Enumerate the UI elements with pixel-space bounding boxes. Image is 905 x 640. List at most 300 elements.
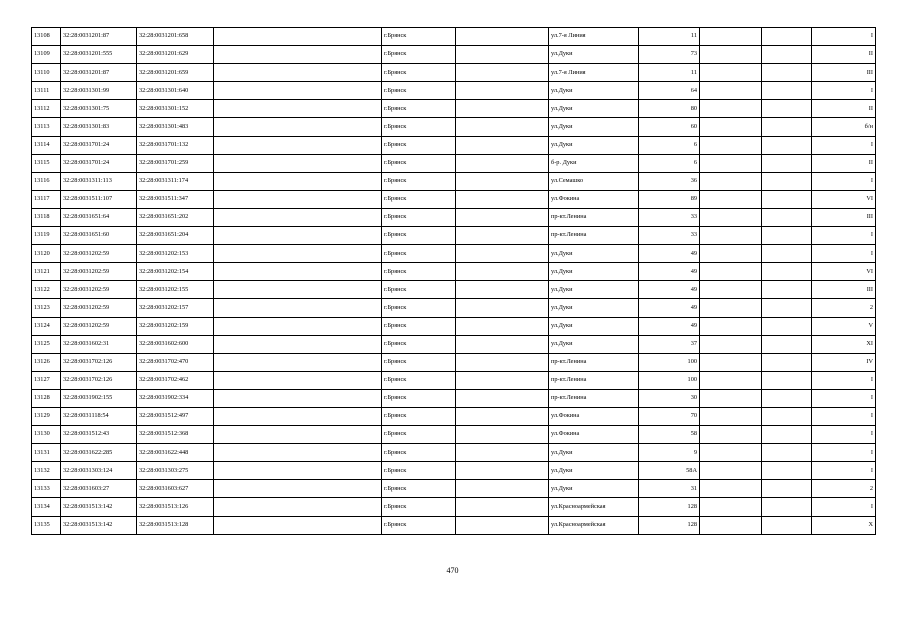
empty-cell [762,299,812,317]
cadastral-number-cell: 32:28:0031311:174 [137,172,214,190]
table-row [32,245,876,263]
cadastral-block-cell: 32:28:0031303:124 [61,462,137,480]
empty-cell [762,208,812,226]
premise-number-cell: I [812,389,876,407]
empty-cell [214,353,382,371]
house-number-cell: 60 [639,118,700,136]
table-row [32,190,876,208]
table-row [32,154,876,172]
row-number-cell: 13129 [32,407,61,425]
house-number-cell: 49 [639,317,700,335]
empty-cell [762,426,812,444]
row-number-cell: 13130 [32,426,61,444]
street-cell: ул.Дуки [549,118,639,136]
row-number-cell: 13121 [32,263,61,281]
city-cell: г.Брянск [382,317,456,335]
cadastral-block-cell: 32:28:0031622:285 [61,444,137,462]
table-row [32,371,876,389]
row-number-cell: 13133 [32,480,61,498]
empty-cell [214,190,382,208]
street-cell: ул.Красноармейская [549,516,639,534]
row-number-cell: 13109 [32,46,61,64]
empty-cell [456,118,549,136]
empty-cell [700,426,762,444]
table-row [32,100,876,118]
empty-cell [762,516,812,534]
premise-number-cell: X [812,516,876,534]
empty-cell [700,136,762,154]
street-cell: ул.Красноармейская [549,498,639,516]
city-cell: г.Брянск [382,263,456,281]
cadastral-number-cell: 32:28:0031602:600 [137,335,214,353]
row-number-cell: 13126 [32,353,61,371]
empty-cell [762,371,812,389]
cadastral-number-cell: 32:28:0031301:483 [137,118,214,136]
city-cell: г.Брянск [382,245,456,263]
cadastral-number-cell: 32:28:0031701:132 [137,136,214,154]
row-number-cell: 13127 [32,371,61,389]
empty-cell [700,353,762,371]
empty-cell [456,263,549,281]
cadastral-block-cell: 32:28:0031513:142 [61,498,137,516]
cadastral-number-cell: 32:28:0031702:470 [137,353,214,371]
cadastral-block-cell: 32:28:0031301:83 [61,118,137,136]
cadastral-block-cell: 32:28:0031511:107 [61,190,137,208]
empty-cell [762,100,812,118]
street-cell: ул.Дуки [549,136,639,154]
table-row [32,407,876,425]
table-row [32,46,876,64]
table-row [32,28,876,46]
street-cell: б-р. Дуки [549,154,639,172]
empty-cell [214,462,382,480]
empty-cell [214,227,382,245]
empty-cell [456,136,549,154]
row-number-cell: 13123 [32,299,61,317]
table-row [32,208,876,226]
table-row [32,462,876,480]
street-cell: ул.Дуки [549,281,639,299]
premise-number-cell: XI [812,335,876,353]
house-number-cell: 6 [639,154,700,172]
cadastral-block-cell: 32:28:0031701:24 [61,136,137,154]
city-cell: г.Брянск [382,82,456,100]
premise-number-cell: III [812,64,876,82]
city-cell: г.Брянск [382,371,456,389]
city-cell: г.Брянск [382,480,456,498]
street-cell: ул.Дуки [549,245,639,263]
empty-cell [214,317,382,335]
empty-cell [214,389,382,407]
premise-number-cell: I [812,28,876,46]
empty-cell [456,208,549,226]
cadastral-number-cell: 32:28:0031202:159 [137,317,214,335]
empty-cell [700,317,762,335]
empty-cell [762,227,812,245]
house-number-cell: 11 [639,64,700,82]
empty-cell [456,172,549,190]
empty-cell [762,335,812,353]
empty-cell [700,82,762,100]
registry-table [31,27,876,535]
empty-cell [762,172,812,190]
empty-cell [214,118,382,136]
row-number-cell: 13134 [32,498,61,516]
city-cell: г.Брянск [382,281,456,299]
empty-cell [214,335,382,353]
row-number-cell: 13131 [32,444,61,462]
empty-cell [214,46,382,64]
city-cell: г.Брянск [382,136,456,154]
cadastral-block-cell: 32:28:0031201:87 [61,28,137,46]
empty-cell [762,317,812,335]
house-number-cell: 58 [639,426,700,444]
city-cell: г.Брянск [382,100,456,118]
empty-cell [700,190,762,208]
cadastral-number-cell: 32:28:0031202:155 [137,281,214,299]
house-number-cell: 9 [639,444,700,462]
empty-cell [700,498,762,516]
cadastral-block-cell: 32:28:0031651:64 [61,208,137,226]
table-row [32,516,876,534]
house-number-cell: 11 [639,28,700,46]
empty-cell [762,82,812,100]
empty-cell [700,335,762,353]
empty-cell [700,208,762,226]
empty-cell [762,389,812,407]
house-number-cell: 100 [639,371,700,389]
empty-cell [214,498,382,516]
city-cell: г.Брянск [382,444,456,462]
street-cell: ул.Дуки [549,100,639,118]
cadastral-block-cell: 32:28:0031202:59 [61,317,137,335]
empty-cell [214,480,382,498]
empty-cell [456,462,549,480]
empty-cell [456,190,549,208]
cadastral-number-cell: 32:28:0031603:627 [137,480,214,498]
city-cell: г.Брянск [382,426,456,444]
empty-cell [456,299,549,317]
empty-cell [762,64,812,82]
cadastral-number-cell: 32:28:0031202:157 [137,299,214,317]
city-cell: г.Брянск [382,353,456,371]
city-cell: г.Брянск [382,299,456,317]
cadastral-number-cell: 32:28:0031513:128 [137,516,214,534]
row-number-cell: 13128 [32,389,61,407]
city-cell: г.Брянск [382,154,456,172]
empty-cell [700,172,762,190]
empty-cell [214,208,382,226]
table-row [32,389,876,407]
empty-cell [762,407,812,425]
premise-number-cell: II [812,46,876,64]
empty-cell [214,371,382,389]
empty-cell [762,281,812,299]
street-cell: ул.7-я Линия [549,64,639,82]
cadastral-number-cell: 32:28:0031201:659 [137,64,214,82]
row-number-cell: 13108 [32,28,61,46]
street-cell: ул.Фокина [549,407,639,425]
table-row [32,82,876,100]
house-number-cell: 73 [639,46,700,64]
table-row [32,353,876,371]
premise-number-cell: б/н [812,118,876,136]
house-number-cell: 30 [639,389,700,407]
street-cell: ул.Дуки [549,82,639,100]
house-number-cell: 49 [639,263,700,281]
cadastral-block-cell: 32:28:0031301:99 [61,82,137,100]
premise-number-cell: III [812,208,876,226]
premise-number-cell: I [812,245,876,263]
street-cell: ул.Дуки [549,444,639,462]
row-number-cell: 13117 [32,190,61,208]
empty-cell [456,317,549,335]
cadastral-block-cell: 32:28:0031702:126 [61,353,137,371]
empty-cell [214,154,382,172]
empty-cell [700,462,762,480]
cadastral-number-cell: 32:28:0031301:640 [137,82,214,100]
table-row [32,498,876,516]
row-number-cell: 13112 [32,100,61,118]
empty-cell [456,498,549,516]
city-cell: г.Брянск [382,172,456,190]
house-number-cell: 128 [639,516,700,534]
premise-number-cell: I [812,371,876,389]
row-number-cell: 13125 [32,335,61,353]
table-row [32,426,876,444]
street-cell: пр-кт.Ленина [549,389,639,407]
cadastral-number-cell: 32:28:0031511:347 [137,190,214,208]
city-cell: г.Брянск [382,28,456,46]
empty-cell [700,407,762,425]
cadastral-block-cell: 32:28:0031513:142 [61,516,137,534]
house-number-cell: 64 [639,82,700,100]
empty-cell [214,281,382,299]
row-number-cell: 13119 [32,227,61,245]
street-cell: ул.Дуки [549,480,639,498]
row-number-cell: 13114 [32,136,61,154]
row-number-cell: 13118 [32,208,61,226]
street-cell: ул.Фокина [549,426,639,444]
empty-cell [214,245,382,263]
row-number-cell: 13116 [32,172,61,190]
table-row [32,263,876,281]
empty-cell [456,245,549,263]
empty-cell [762,154,812,172]
empty-cell [214,100,382,118]
street-cell: ул.Семашко [549,172,639,190]
cadastral-number-cell: 32:28:0031902:334 [137,389,214,407]
cadastral-block-cell: 32:28:0031201:555 [61,46,137,64]
cadastral-block-cell: 32:28:0031311:113 [61,172,137,190]
empty-cell [762,190,812,208]
street-cell: пр-кт.Ленина [549,353,639,371]
empty-cell [762,245,812,263]
house-number-cell: 80 [639,100,700,118]
house-number-cell: 49 [639,281,700,299]
empty-cell [214,64,382,82]
empty-cell [700,263,762,281]
street-cell: ул.Дуки [549,263,639,281]
cadastral-number-cell: 32:28:0031201:629 [137,46,214,64]
city-cell: г.Брянск [382,227,456,245]
premise-number-cell: VI [812,190,876,208]
street-cell: пр-кт.Ленина [549,208,639,226]
table-row [32,299,876,317]
house-number-cell: 37 [639,335,700,353]
empty-cell [762,353,812,371]
city-cell: г.Брянск [382,118,456,136]
city-cell: г.Брянск [382,389,456,407]
house-number-cell: 33 [639,208,700,226]
cadastral-number-cell: 32:28:0031202:154 [137,263,214,281]
cadastral-block-cell: 32:28:0031118:54 [61,407,137,425]
table-row [32,444,876,462]
row-number-cell: 13122 [32,281,61,299]
empty-cell [456,480,549,498]
empty-cell [456,444,549,462]
city-cell: г.Брянск [382,190,456,208]
city-cell: г.Брянск [382,462,456,480]
house-number-cell: 58А [639,462,700,480]
empty-cell [456,100,549,118]
street-cell: ул.Дуки [549,46,639,64]
empty-cell [700,245,762,263]
empty-cell [700,299,762,317]
empty-cell [214,516,382,534]
table-row [32,335,876,353]
premise-number-cell: I [812,82,876,100]
city-cell: г.Брянск [382,64,456,82]
cadastral-block-cell: 32:28:0031701:24 [61,154,137,172]
premise-number-cell: II [812,100,876,118]
table-row [32,227,876,245]
house-number-cell: 49 [639,245,700,263]
empty-cell [762,498,812,516]
row-number-cell: 13120 [32,245,61,263]
empty-cell [762,480,812,498]
empty-cell [456,82,549,100]
table-row [32,172,876,190]
cadastral-number-cell: 32:28:0031701:259 [137,154,214,172]
empty-cell [700,281,762,299]
empty-cell [456,335,549,353]
row-number-cell: 13111 [32,82,61,100]
cadastral-number-cell: 32:28:0031201:658 [137,28,214,46]
empty-cell [700,154,762,172]
empty-cell [456,28,549,46]
empty-cell [700,389,762,407]
street-cell: ул.Фокина [549,190,639,208]
premise-number-cell: V [812,317,876,335]
city-cell: г.Брянск [382,516,456,534]
premise-number-cell: I [812,407,876,425]
empty-cell [700,100,762,118]
cadastral-number-cell: 32:28:0031513:126 [137,498,214,516]
empty-cell [456,281,549,299]
street-cell: ул.Дуки [549,299,639,317]
premise-number-cell: 2 [812,480,876,498]
empty-cell [700,64,762,82]
empty-cell [214,263,382,281]
row-number-cell: 13110 [32,64,61,82]
empty-cell [762,136,812,154]
empty-cell [214,82,382,100]
city-cell: г.Брянск [382,407,456,425]
cadastral-block-cell: 32:28:0031702:126 [61,371,137,389]
row-number-cell: 13132 [32,462,61,480]
row-number-cell: 13115 [32,154,61,172]
cadastral-block-cell: 32:28:0031651:60 [61,227,137,245]
empty-cell [700,480,762,498]
table-row [32,480,876,498]
premise-number-cell: I [812,172,876,190]
empty-cell [762,263,812,281]
premise-number-cell: I [812,227,876,245]
empty-cell [214,407,382,425]
empty-cell [456,46,549,64]
premise-number-cell: VI [812,263,876,281]
premise-number-cell: I [812,462,876,480]
house-number-cell: 36 [639,172,700,190]
empty-cell [700,118,762,136]
city-cell: г.Брянск [382,208,456,226]
cadastral-block-cell: 32:28:0031603:27 [61,480,137,498]
registry-table-body [32,28,876,535]
street-cell: ул.Дуки [549,462,639,480]
empty-cell [214,299,382,317]
cadastral-number-cell: 32:28:0031202:153 [137,245,214,263]
empty-cell [456,227,549,245]
premise-number-cell: I [812,426,876,444]
empty-cell [762,28,812,46]
table-row [32,64,876,82]
premise-number-cell: III [812,281,876,299]
cadastral-number-cell: 32:28:0031651:204 [137,227,214,245]
empty-cell [456,389,549,407]
table-row [32,317,876,335]
cadastral-block-cell: 32:28:0031301:75 [61,100,137,118]
empty-cell [700,227,762,245]
empty-cell [700,516,762,534]
cadastral-block-cell: 32:28:0031201:87 [61,64,137,82]
page-number: 470 [446,566,459,575]
cadastral-number-cell: 32:28:0031512:497 [137,407,214,425]
empty-cell [762,444,812,462]
cadastral-number-cell: 32:28:0031702:462 [137,371,214,389]
empty-cell [214,444,382,462]
cadastral-number-cell: 32:28:0031303:275 [137,462,214,480]
table-row [32,118,876,136]
empty-cell [762,462,812,480]
house-number-cell: 100 [639,353,700,371]
table-row [32,281,876,299]
cadastral-block-cell: 32:28:0031602:31 [61,335,137,353]
empty-cell [762,46,812,64]
row-number-cell: 13113 [32,118,61,136]
empty-cell [456,64,549,82]
cadastral-block-cell: 32:28:0031202:59 [61,299,137,317]
empty-cell [700,444,762,462]
empty-cell [700,46,762,64]
house-number-cell: 128 [639,498,700,516]
empty-cell [214,28,382,46]
premise-number-cell: 2 [812,299,876,317]
house-number-cell: 33 [639,227,700,245]
cadastral-number-cell: 32:28:0031622:448 [137,444,214,462]
row-number-cell: 13124 [32,317,61,335]
house-number-cell: 6 [639,136,700,154]
